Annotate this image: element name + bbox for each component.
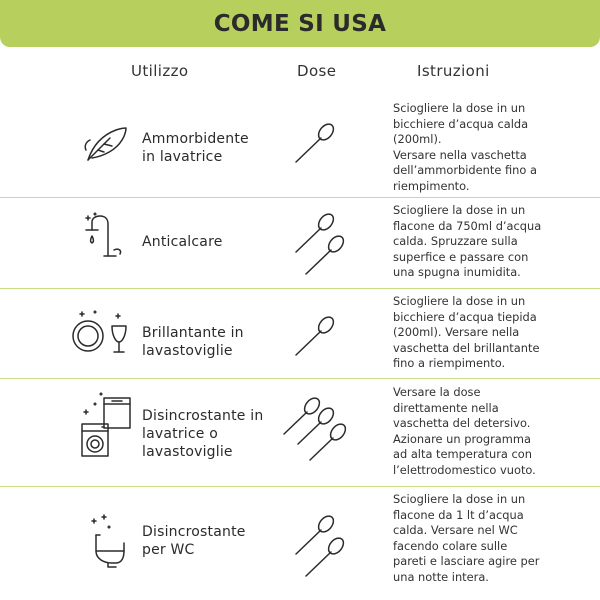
dose-spoons — [290, 313, 340, 363]
usage-label: Brillantante in lavastoviglie — [142, 325, 244, 359]
column-header-instructions: Istruzioni — [417, 62, 490, 80]
washing-machine-dishwasher-icon — [76, 392, 136, 464]
toilet-icon — [86, 513, 136, 573]
page-title: COME SI USA — [213, 10, 387, 37]
instructions-text: Sciogliere la dose in un flacone da 750ml d’acqua calda. Spruzzare sulla superfice e passare con una spugna inumidita. — [393, 203, 542, 280]
usage-label: Anticalcare — [142, 234, 223, 250]
row-divider — [0, 197, 600, 198]
feather-icon — [82, 124, 130, 168]
row-divider — [0, 288, 600, 289]
header-banner — [0, 0, 600, 47]
row-divider — [0, 486, 600, 487]
dishes-glass-icon — [70, 308, 134, 362]
usage-label: Disincrostante in lavatrice o lavastoviglie — [142, 408, 264, 460]
spoon-icon — [284, 395, 322, 434]
faucet-icon — [80, 212, 128, 268]
row-divider — [0, 378, 600, 379]
dose-spoons — [290, 512, 352, 582]
column-header-usage: Utilizzo — [131, 62, 189, 80]
column-header-dose: Dose — [297, 62, 337, 80]
spoon-icon — [296, 314, 336, 355]
usage-label: Disincrostante per WC — [142, 524, 246, 558]
instructions-text: Sciogliere la dose in un bicchiere d’acqua tiepida (200ml). Versare nella vaschetta del brillantante fino a riempimento. — [393, 294, 540, 371]
instructions-text: Sciogliere la dose in un bicchiere d’acqua calda (200ml). Versare nella vaschetta dell’ammorbidente fino a riempimento. — [393, 101, 537, 193]
instructions-text: Sciogliere la dose in un flacone da 1 lt d’acqua calda. Versare nel WC facendo colare sulle pareti e lasciare agire per una notte intera. — [393, 492, 540, 584]
dose-spoons — [290, 210, 352, 280]
spoon-icon — [298, 405, 336, 444]
usage-label: Ammorbidente in lavatrice — [142, 131, 249, 165]
spoon-icon — [306, 233, 346, 274]
spoon-icon — [296, 513, 336, 554]
spoon-icon — [306, 535, 346, 576]
dose-spoons — [290, 120, 340, 170]
spoon-icon — [296, 121, 336, 162]
dose-spoons — [280, 394, 352, 468]
spoon-icon — [296, 211, 336, 252]
instructions-text: Versare la dose direttamente nella vaschetta del detersivo. Azionare un programma ad alta temperatura con l’elettrodomestico vuoto. — [393, 385, 536, 477]
